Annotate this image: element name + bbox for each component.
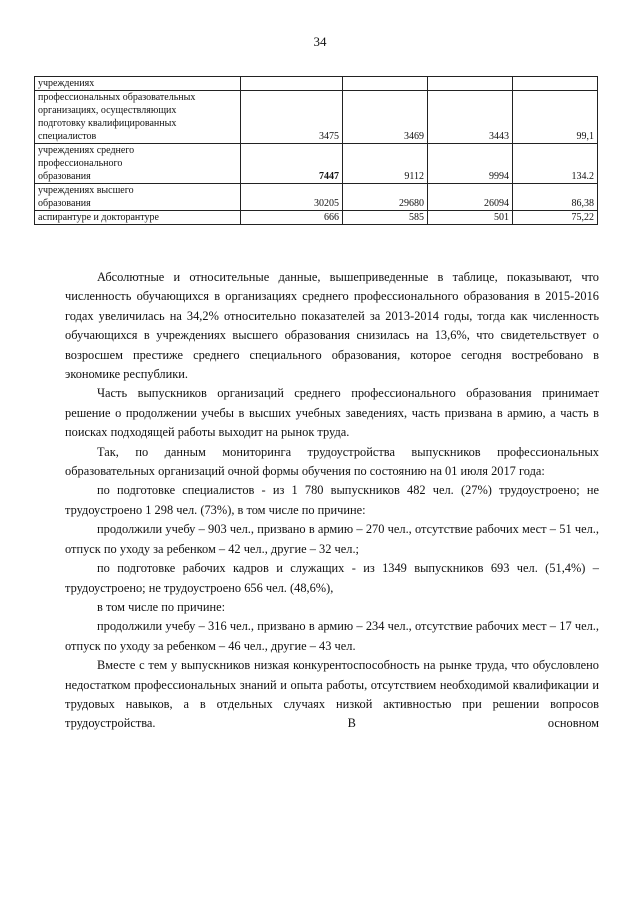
table-cell: 9112 <box>343 144 428 184</box>
table-row <box>35 91 598 144</box>
paragraph: Так, по данным мониторинга трудоустройства выпускников профессиональных образовательных организаций очной формы обучения по состоянию на 01 июля 2017 года: <box>65 444 599 479</box>
statistics-table <box>34 76 598 225</box>
table-row-label <box>35 77 241 91</box>
page-number: 34 <box>313 34 327 49</box>
table-label-line: учреждениях высшего <box>38 185 134 196</box>
table-cell: 7447 <box>241 144 343 184</box>
table-label-line: образования <box>38 171 91 182</box>
paragraph: по подготовке специалистов - из 1 780 выпускников 482 чел. (27%) трудоустроено; не трудоустроено 1 298 чел. (73%), в том числе по причине: <box>65 483 599 517</box>
table-row <box>35 184 598 211</box>
table-label-line: учреждениях <box>38 78 95 89</box>
table-cell: 26094 <box>428 184 513 211</box>
table-label-line: организациях, осуществляющих <box>38 105 177 116</box>
table-cell <box>343 77 428 91</box>
paragraph: продолжили учебу – 316 чел., призвано в армию – 234 чел., отсутствие рабочих мест – 17 чел., отпуск по уходу за ребенком – 46 чел., другие – 43 чел. <box>65 619 599 653</box>
paragraph: в том числе по причине: <box>97 599 226 614</box>
table-cell: 99,1 <box>513 91 598 144</box>
table-label-line: учреждениях среднего <box>38 145 135 156</box>
table-label-line: образования <box>38 198 91 209</box>
paragraph: по подготовке рабочих кадров и служащих - из 1349 выпускников 693 чел. (51,4%) – трудоустроено; не трудоустроено 656 чел. (48,6%), <box>65 561 599 595</box>
table-row-label <box>35 211 241 225</box>
table-cell: 75,22 <box>513 211 598 225</box>
table-label-line: профессиональных образовательных <box>38 92 196 103</box>
table-row-label <box>35 144 241 184</box>
table-cell <box>428 77 513 91</box>
table-label-line: профессионального <box>38 158 123 169</box>
table-cell: 3475 <box>241 91 343 144</box>
table-cell: 86,38 <box>513 184 598 211</box>
table-cell: 9994 <box>428 144 513 184</box>
table-label-line: аспирантуре и докторантуре <box>38 212 159 223</box>
table-cell: 501 <box>428 211 513 225</box>
body-text <box>65 268 599 734</box>
table-cell <box>513 77 598 91</box>
table-cell: 3469 <box>343 91 428 144</box>
table-row <box>35 144 598 184</box>
table-cell: 29680 <box>343 184 428 211</box>
table-cell: 666 <box>241 211 343 225</box>
table-cell: 3443 <box>428 91 513 144</box>
table-label-line: специалистов <box>38 131 97 142</box>
table-row <box>35 77 598 91</box>
table-cell: 585 <box>343 211 428 225</box>
table-cell: 30205 <box>241 184 343 211</box>
paragraph: продолжили учебу – 903 чел., призвано в армию – 270 чел., отсутствие рабочих мест – 51 чел., отпуск по уходу за ребенком – 42 чел., другие – 32 чел.; <box>65 522 599 556</box>
paragraph: Часть выпускников организаций среднего профессионального образования принимает решение о продолжении учебы в высших учебных заведениях, часть призвана в армию, а часть в поисках подходящей работы выходит на рынок труда. <box>65 386 599 440</box>
table-cell <box>241 77 343 91</box>
table-row <box>35 211 598 225</box>
table-label-line: подготовку квалифицированных <box>38 118 177 129</box>
table-cell: 134.2 <box>513 144 598 184</box>
paragraph: Абсолютные и относительные данные, вышеприведенные в таблице, показывают, что численность обучающихся в организациях среднего профессионального образования в 2015-2016 годах увеличилась на 34,2% относительно показателей за 2013-2014 годы, тогда как численность обучающихся в учреждениях высшего образования снизилась на 13,6%, что свидетельствует о возросшем престиже среднего специального образования, которое сегодня востребовано в экономике республики. <box>65 270 599 382</box>
paragraph: Вместе с тем у выпускников низкая конкурентоспособность на рынке труда, что обусловлено недостатком профессиональных знаний и опыта работы, отсутствием необходимой квалификации и трудовых навыков, а в отдельных случаях низкой активностью при решении вопросов трудоустройства. В основном <box>65 658 599 731</box>
table-row-label <box>35 91 241 144</box>
table-row-label <box>35 184 241 211</box>
